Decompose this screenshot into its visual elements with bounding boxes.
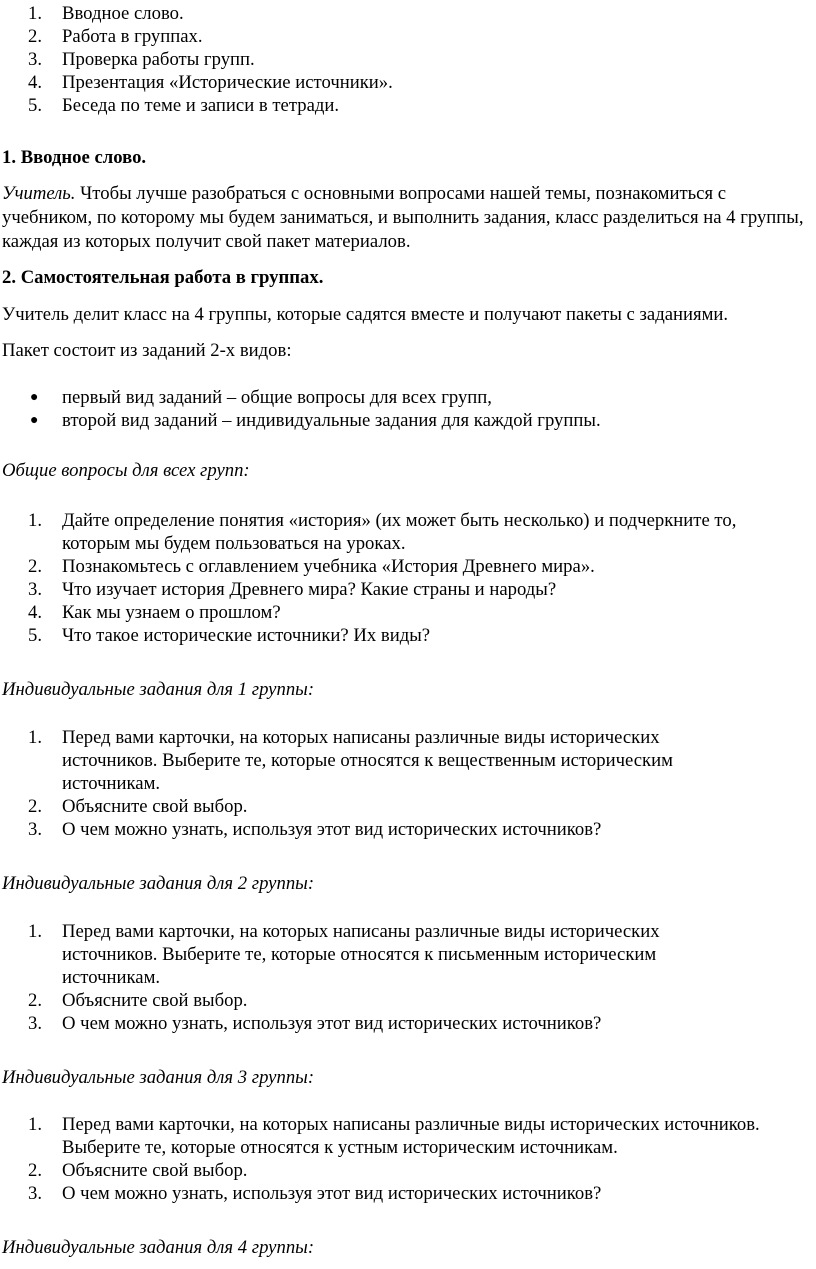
section-paragraph: Пакет состоит из заданий 2-х видов: — [2, 340, 292, 361]
list-item-text: первый вид заданий – общие вопросы для всех групп, — [62, 387, 492, 408]
list-item — [0, 71, 816, 94]
list-item — [0, 989, 816, 1012]
list-number: 3. — [28, 1013, 43, 1034]
list-item-text: Перед вами карточки, на которых написаны различные виды исторических источников. Выберите те, которые относятся к письменным историческим источникам. — [62, 921, 660, 988]
list-item-text: Беседа по теме и записи в тетради. — [62, 95, 340, 116]
list-number: 3. — [28, 579, 43, 600]
list-number: 5. — [28, 95, 43, 116]
list-number: 4. — [28, 602, 43, 623]
list-item-text: О чем можно узнать, используя этот вид исторических источников? — [62, 1183, 602, 1204]
list-number: 2. — [28, 556, 43, 577]
list-item — [0, 818, 816, 841]
numbered-list — [0, 509, 816, 647]
subsection-heading: Индивидуальные задания для 1 группы: — [2, 679, 315, 700]
list-item — [0, 920, 816, 989]
list-item-text: Познакомьтесь с оглавлением учебника «История Древнего мира». — [62, 556, 595, 577]
subsection-heading: Индивидуальные задания для 2 группы: — [2, 873, 315, 894]
list-item-text: Работа в группах. — [62, 26, 203, 47]
list-item-text: Дайте определение понятия «история» (их может быть несколько) и подчеркните то, которым мы будем пользоваться на уроках. — [62, 510, 737, 554]
list-item — [0, 48, 816, 71]
list-item — [0, 1113, 816, 1159]
list-item — [0, 578, 816, 601]
list-item-text: Как мы узнаем о прошлом? — [62, 602, 281, 623]
list-number: 2. — [28, 26, 43, 47]
subsection-heading: Индивидуальные задания для 3 группы: — [2, 1067, 315, 1088]
list-item — [0, 409, 816, 432]
list-number: 2. — [28, 1160, 43, 1181]
list-item-text: Проверка работы групп. — [62, 49, 255, 70]
section-heading: 2. Самостоятельная работа в группах. — [2, 267, 324, 288]
list-item — [0, 25, 816, 48]
list-number: 3. — [28, 1183, 43, 1204]
list-number: 1. — [28, 921, 43, 942]
paragraph-text: Чтобы лучше разобраться с основными вопросами нашей темы, познакомиться с учебником, по которому мы будем заниматься, и выполнить задания, класс разделиться на 4 группы, каждая из которых получит свой пакет материалов. — [2, 183, 804, 252]
list-item-text: Перед вами карточки, на которых написаны различные виды исторических источников. Выберите те, которые относятся к вещественным историческим источникам. — [62, 727, 673, 794]
list-item — [0, 509, 816, 555]
bullet-list — [0, 386, 816, 432]
list-item-text: О чем можно узнать, используя этот вид исторических источников? — [62, 819, 602, 840]
list-item-text: Что такое исторические источники? Их виды? — [62, 625, 431, 646]
list-number: 1. — [28, 1114, 43, 1135]
list-item — [0, 555, 816, 578]
list-item — [0, 624, 816, 647]
numbered-list — [0, 1113, 816, 1205]
list-item-text: О чем можно узнать, используя этот вид исторических источников? — [62, 1013, 602, 1034]
list-item — [0, 386, 816, 409]
list-item-text: Перед вами карточки, на которых написаны различные виды исторических источников. Выберите те, которые относятся к устным историческим источникам. — [62, 1114, 760, 1158]
list-item-text: Что изучает история Древнего мира? Какие страны и народы? — [62, 579, 557, 600]
list-item-text: Объясните свой выбор. — [62, 990, 248, 1011]
list-item-text: Презентация «Исторические источники». — [62, 72, 393, 93]
list-number: 1. — [28, 510, 43, 531]
section-heading: 1. Вводное слово. — [2, 147, 147, 168]
list-number: 2. — [28, 796, 43, 817]
list-item — [0, 94, 816, 117]
section-paragraph: Учитель делит класс на 4 группы, которые садятся вместе и получают пакеты с заданиями. — [2, 304, 729, 325]
list-item — [0, 1182, 816, 1205]
list-number: 3. — [28, 49, 43, 70]
list-item — [0, 1159, 816, 1182]
subsection-heading: Индивидуальные задания для 4 группы: — [2, 1237, 315, 1258]
list-item-text: Объясните свой выбор. — [62, 796, 248, 817]
list-item — [0, 726, 816, 795]
list-item — [0, 1012, 816, 1035]
list-number: 3. — [28, 819, 43, 840]
section-paragraph — [0, 182, 816, 254]
numbered-list — [0, 726, 816, 841]
list-item-text: второй вид заданий – индивидуальные задания для каждой группы. — [62, 410, 601, 431]
list-number: 4. — [28, 72, 43, 93]
list-item — [0, 601, 816, 624]
list-number: 1. — [28, 3, 43, 24]
bullet-icon: ● — [30, 390, 39, 405]
bullet-icon: ● — [30, 413, 39, 428]
agenda-list — [0, 2, 816, 117]
numbered-list — [0, 920, 816, 1035]
list-item — [0, 795, 816, 818]
subsection-heading: Общие вопросы для всех групп: — [2, 460, 250, 481]
list-item — [0, 2, 816, 25]
list-number: 1. — [28, 727, 43, 748]
speaker-label: Учитель. — [2, 183, 76, 204]
list-number: 2. — [28, 990, 43, 1011]
list-item-text: Объясните свой выбор. — [62, 1160, 248, 1181]
list-number: 5. — [28, 625, 43, 646]
list-item-text: Вводное слово. — [62, 3, 184, 24]
